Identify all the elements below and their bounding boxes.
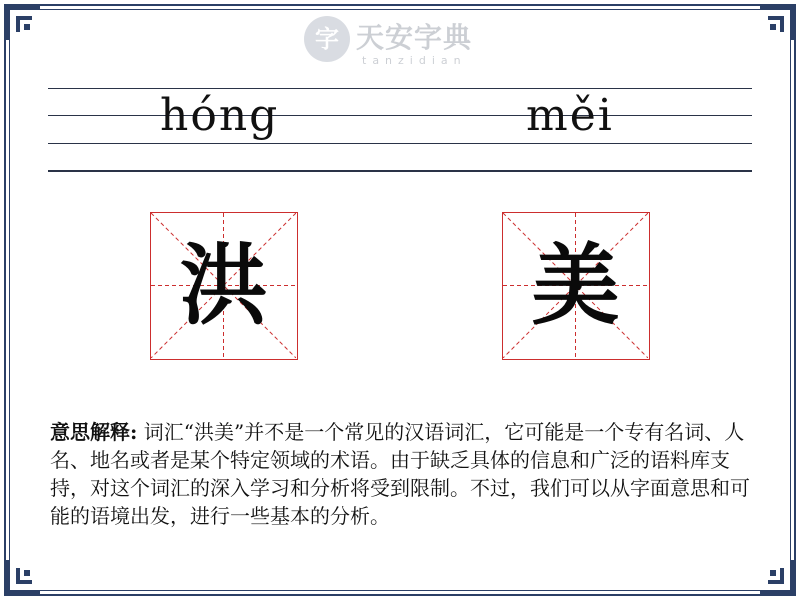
corner-ornament-icon [0,556,44,600]
character-grid-2 [502,212,650,360]
character-grid-1 [150,212,298,360]
pinyin-1: hóng [160,90,280,141]
corner-ornament-icon [0,0,44,44]
staff-line [48,88,752,89]
corner-ornament-icon [756,556,800,600]
meaning-paragraph [50,418,750,530]
meaning-text: 词汇“洪美”并不是一个常见的汉语词汇，它可能是一个专有名词、人名、地名或者是某个特定领域的术语。由于缺乏具体的信息和广泛的语料库支持，对这个词汇的深入学习和分析将受到限制。不过，我们可以从字面意思和可能的语境出发，进行一些基本的分析。 [50,420,750,528]
character-1: 洪 [179,233,268,337]
staff-line [48,143,752,144]
staff-line [48,115,752,116]
character-2: 美 [531,233,620,337]
meaning-label: 意思解释: [50,420,138,444]
watermark-logo [300,14,500,70]
logo-name: 天安字典 [356,21,473,54]
corner-ornament-icon [756,0,800,44]
pinyin-staff [48,88,752,172]
pinyin-2: měi [526,90,614,141]
logo-mark-icon: 字 [304,16,350,62]
staff-line [48,170,752,172]
logo-subtitle: tanzidian [362,54,467,67]
